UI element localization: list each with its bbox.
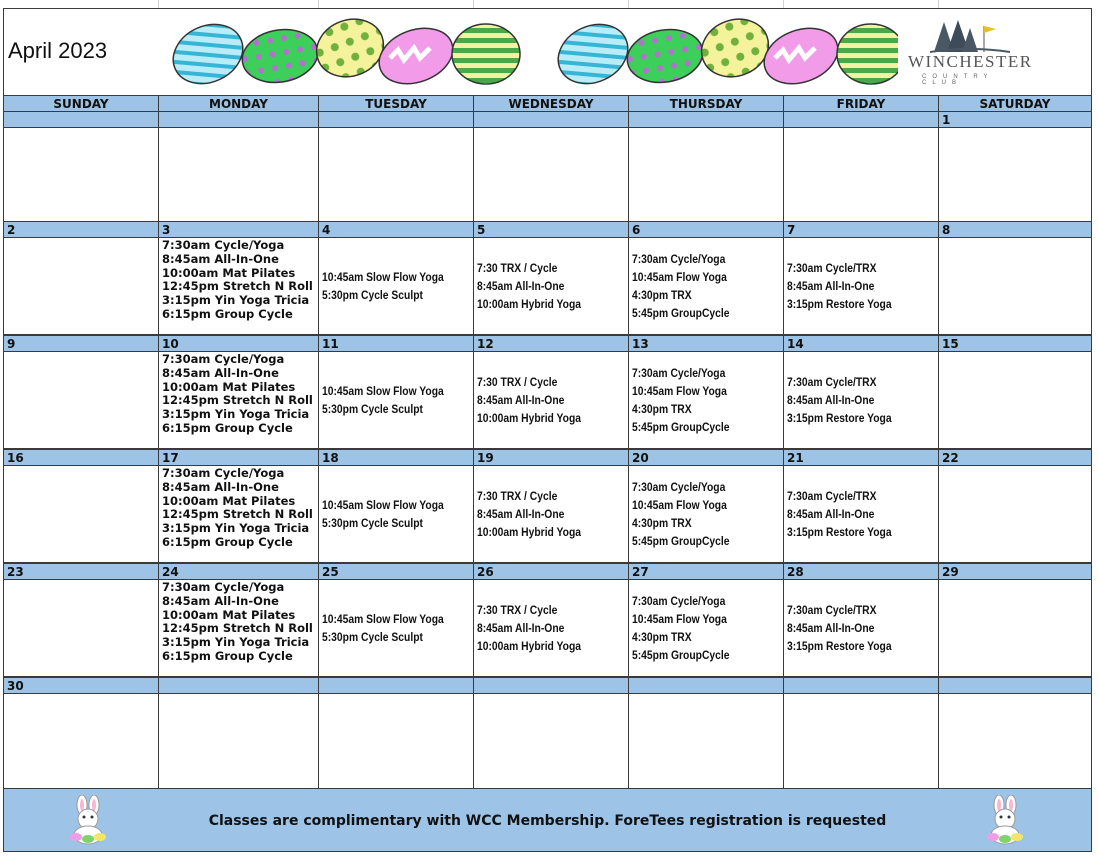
class-list — [162, 239, 313, 322]
class-entry: 7:30 TRX / Cycle — [477, 261, 558, 275]
day-cell — [474, 128, 629, 222]
class-entry: 10:45am Slow Flow Yoga — [322, 270, 444, 284]
class-entry: 7:30am Cycle/Yoga — [162, 580, 285, 594]
day-cell — [784, 352, 939, 448]
class-list — [162, 467, 313, 550]
class-entry: 7:30am Cycle/TRX — [787, 603, 877, 617]
logo-subtitle: COUNTRY CLUB — [922, 74, 994, 86]
class-entry: 12:45pm Stretch N Roll — [162, 621, 313, 636]
date-number: 29 — [942, 565, 959, 579]
month-title: April 2023 — [8, 38, 108, 63]
winchester-logo — [900, 20, 1040, 90]
class-entry: 12:45pm Stretch N Roll — [162, 279, 313, 294]
rule — [3, 111, 1092, 112]
class-list — [162, 581, 313, 664]
class-entry: 7:30am Cycle/Yoga — [632, 366, 726, 380]
easter-eggs-decoration — [168, 18, 898, 90]
footer-banner — [4, 789, 1091, 851]
date-number — [474, 112, 629, 128]
date-number: 23 — [4, 564, 159, 580]
date-number: 11 — [319, 336, 474, 352]
header-saturday: SATURDAY — [939, 96, 1091, 112]
day-cell — [4, 352, 159, 448]
class-list — [787, 487, 909, 541]
class-list — [632, 364, 745, 436]
rule — [3, 677, 1092, 678]
class-entry: 8:45am All-In-One — [477, 393, 565, 407]
day-cell — [4, 128, 159, 222]
class-list — [477, 601, 598, 655]
date-number: 26 — [474, 564, 629, 580]
header-monday: MONDAY — [159, 96, 319, 112]
day-cell — [939, 238, 1091, 334]
column-rule — [783, 96, 784, 789]
class-entry: 7:30am Cycle/Yoga — [162, 466, 285, 480]
date-number — [159, 112, 319, 128]
class-entry: 10:00am Hybrid Yoga — [477, 411, 582, 425]
column-rule — [628, 96, 629, 789]
date-number — [319, 678, 474, 694]
class-entry: 8:45am All-In-One — [787, 393, 875, 407]
column-rule — [938, 96, 939, 789]
date-number: 1 — [942, 113, 951, 127]
class-entry: 7:30am Cycle/TRX — [787, 489, 877, 503]
class-entry: 8:45am All-In-One — [787, 279, 875, 293]
class-list — [477, 259, 598, 313]
column-rule — [318, 96, 319, 789]
day-cell — [159, 352, 319, 448]
class-entry: 8:45am All-In-One — [162, 479, 279, 494]
day-cell — [319, 352, 474, 448]
class-entry: 10:00am Hybrid Yoga — [477, 639, 582, 653]
date-number: 5 — [474, 222, 629, 238]
day-cell — [159, 238, 319, 334]
class-list — [632, 478, 745, 550]
class-entry: 8:45am All-In-One — [477, 279, 565, 293]
header-wednesday: WEDNESDAY — [474, 96, 629, 112]
class-entry: 10:45am Slow Flow Yoga — [322, 612, 444, 626]
date-number: 28 — [784, 564, 939, 580]
class-entry: 5:45pm GroupCycle — [632, 306, 730, 320]
class-entry: 10:45am Flow Yoga — [632, 384, 727, 398]
class-entry: 7:30am Cycle/Yoga — [162, 238, 285, 252]
class-entry: 3:15pm Yin Yoga Tricia — [162, 521, 310, 536]
logo-name: WINCHESTER — [908, 52, 1033, 71]
class-entry: 7:30 TRX / Cycle — [477, 489, 558, 503]
sheet-gridline — [628, 0, 629, 8]
day-cell — [319, 466, 474, 562]
date-number — [629, 112, 784, 128]
date-number: 10 — [159, 336, 319, 352]
day-cell — [629, 580, 784, 676]
day-cell — [319, 238, 474, 334]
sheet-gridline — [473, 0, 474, 8]
date-number: 25 — [319, 564, 474, 580]
class-entry: 5:45pm GroupCycle — [632, 534, 730, 548]
day-cell — [629, 128, 784, 222]
class-list — [322, 610, 464, 646]
day-cell — [159, 580, 319, 676]
pine-trees-icon — [930, 20, 1010, 54]
egg-group-2 — [549, 18, 898, 90]
day-cell — [939, 580, 1091, 676]
day-cell — [474, 352, 629, 448]
class-entry: 7:30am Cycle/TRX — [787, 261, 877, 275]
date-number — [4, 112, 159, 128]
footer-text: Classes are complimentary with WCC Membership. ForeTees registration is requested — [208, 813, 887, 829]
class-entry: 8:45am All-In-One — [162, 365, 279, 380]
day-cell — [939, 694, 1091, 788]
date-number — [474, 678, 629, 694]
day-cell — [939, 466, 1091, 562]
day-cell — [784, 694, 939, 788]
day-cell — [159, 128, 319, 222]
class-list — [787, 601, 909, 655]
class-entry: 10:00am Mat Pilates — [162, 379, 296, 394]
class-entry: 10:00am Mat Pilates — [162, 607, 296, 622]
date-number — [784, 678, 939, 694]
class-entry: 10:45am Slow Flow Yoga — [322, 498, 444, 512]
date-number: 9 — [4, 336, 159, 352]
header-friday: FRIDAY — [784, 96, 939, 112]
class-list — [322, 268, 464, 304]
date-number — [784, 112, 939, 128]
day-cell — [784, 466, 939, 562]
date-number: 20 — [629, 450, 784, 466]
class-entry: 8:45am All-In-One — [162, 593, 279, 608]
day-cell — [4, 238, 159, 334]
date-number: 30 — [4, 678, 159, 694]
date-number: 24 — [159, 564, 319, 580]
day-cell — [784, 580, 939, 676]
class-entry: 3:15pm Yin Yoga Tricia — [162, 293, 310, 308]
class-entry: 4:30pm TRX — [632, 630, 692, 644]
column-rule — [158, 96, 159, 789]
class-entry: 10:45am Slow Flow Yoga — [322, 384, 444, 398]
day-cell — [159, 694, 319, 788]
rule — [3, 335, 1092, 336]
class-list — [162, 353, 313, 436]
class-entry: 5:45pm GroupCycle — [632, 648, 730, 662]
date-number: 12 — [474, 336, 629, 352]
day-cell — [474, 238, 629, 334]
egg-group-1 — [168, 18, 520, 90]
day-cell — [784, 238, 939, 334]
date-number: 21 — [784, 450, 939, 466]
class-entry: 8:45am All-In-One — [787, 507, 875, 521]
class-entry: 6:15pm Group Cycle — [162, 648, 293, 663]
class-list — [787, 373, 909, 427]
class-entry: 3:15pm Restore Yoga — [787, 297, 892, 311]
class-entry: 10:00am Mat Pilates — [162, 265, 296, 280]
date-number: 27 — [629, 564, 784, 580]
class-list — [322, 382, 464, 418]
date-number — [629, 678, 784, 694]
date-number: 7 — [784, 222, 939, 238]
class-entry: 6:15pm Group Cycle — [162, 534, 293, 549]
day-cell — [4, 694, 159, 788]
class-entry: 3:15pm Yin Yoga Tricia — [162, 407, 310, 422]
day-cell — [629, 352, 784, 448]
class-list — [632, 592, 745, 664]
class-entry: 8:45am All-In-One — [162, 251, 279, 266]
sheet-gridline — [318, 0, 319, 8]
day-cell — [939, 128, 1091, 222]
rule — [3, 449, 1092, 450]
bunny-icon — [979, 795, 1033, 845]
header-thursday: THURSDAY — [629, 96, 784, 112]
class-entry: 3:15pm Restore Yoga — [787, 639, 892, 653]
class-entry: 4:30pm TRX — [632, 288, 692, 302]
date-number: 22 — [942, 451, 959, 465]
class-entry: 7:30 TRX / Cycle — [477, 603, 558, 617]
day-cell — [319, 580, 474, 676]
class-entry: 5:30pm Cycle Sculpt — [322, 288, 423, 302]
class-entry: 8:45am All-In-One — [477, 507, 565, 521]
day-cell — [629, 238, 784, 334]
day-cell — [474, 580, 629, 676]
date-number — [159, 678, 319, 694]
date-number: 17 — [159, 450, 319, 466]
class-entry: 7:30am Cycle/Yoga — [632, 480, 726, 494]
class-entry: 6:15pm Group Cycle — [162, 420, 293, 435]
class-list — [632, 250, 745, 322]
class-entry: 5:30pm Cycle Sculpt — [322, 402, 423, 416]
class-entry: 10:45am Flow Yoga — [632, 498, 727, 512]
date-number: 16 — [4, 450, 159, 466]
class-entry: 7:30am Cycle/Yoga — [632, 594, 726, 608]
class-entry: 3:15pm Restore Yoga — [787, 411, 892, 425]
sheet-gridline — [783, 0, 784, 8]
class-entry: 12:45pm Stretch N Roll — [162, 507, 313, 522]
date-number: 18 — [319, 450, 474, 466]
column-rule — [473, 96, 474, 789]
class-entry: 4:30pm TRX — [632, 516, 692, 530]
day-cell — [629, 466, 784, 562]
header-sunday: SUNDAY — [4, 96, 159, 112]
date-number — [939, 678, 1091, 694]
class-entry: 7:30am Cycle/TRX — [787, 375, 877, 389]
date-number: 4 — [319, 222, 474, 238]
date-number: 15 — [942, 337, 959, 351]
rule — [3, 221, 1092, 222]
day-cell — [629, 694, 784, 788]
day-cell — [319, 128, 474, 222]
date-number — [319, 112, 474, 128]
class-entry: 7:30 TRX / Cycle — [477, 375, 558, 389]
sheet-gridline — [158, 0, 159, 8]
class-entry: 3:15pm Yin Yoga Tricia — [162, 635, 310, 650]
day-cell — [784, 128, 939, 222]
class-list — [322, 496, 464, 532]
class-list — [787, 259, 909, 313]
date-number: 2 — [4, 222, 159, 238]
day-cell — [4, 580, 159, 676]
rule — [3, 563, 1092, 564]
class-list — [477, 373, 598, 427]
sheet-gridline — [938, 0, 939, 8]
date-number: 13 — [629, 336, 784, 352]
class-entry: 10:45am Flow Yoga — [632, 270, 727, 284]
date-number: 14 — [784, 336, 939, 352]
class-entry: 12:45pm Stretch N Roll — [162, 393, 313, 408]
day-cell — [159, 466, 319, 562]
class-entry: 10:00am Hybrid Yoga — [477, 525, 582, 539]
class-list — [477, 487, 598, 541]
day-cell — [4, 466, 159, 562]
class-entry: 10:45am Flow Yoga — [632, 612, 727, 626]
date-number: 8 — [942, 223, 951, 237]
day-cell — [474, 694, 629, 788]
date-number: 3 — [159, 222, 319, 238]
day-cell — [939, 352, 1091, 448]
class-entry: 10:00am Mat Pilates — [162, 493, 296, 508]
class-entry: 5:30pm Cycle Sculpt — [322, 516, 423, 530]
class-entry: 7:30am Cycle/Yoga — [632, 252, 726, 266]
class-entry: 8:45am All-In-One — [477, 621, 565, 635]
header-tuesday: TUESDAY — [319, 96, 474, 112]
class-entry: 6:15pm Group Cycle — [162, 306, 293, 321]
class-entry: 8:45am All-In-One — [787, 621, 875, 635]
day-cell — [474, 466, 629, 562]
date-number: 6 — [629, 222, 784, 238]
class-entry: 4:30pm TRX — [632, 402, 692, 416]
date-number: 19 — [474, 450, 629, 466]
class-entry: 3:15pm Restore Yoga — [787, 525, 892, 539]
class-entry: 10:00am Hybrid Yoga — [477, 297, 582, 311]
rule — [3, 95, 1092, 96]
class-entry: 5:45pm GroupCycle — [632, 420, 730, 434]
day-cell — [319, 694, 474, 788]
class-entry: 5:30pm Cycle Sculpt — [322, 630, 423, 644]
class-entry: 7:30am Cycle/Yoga — [162, 352, 285, 366]
